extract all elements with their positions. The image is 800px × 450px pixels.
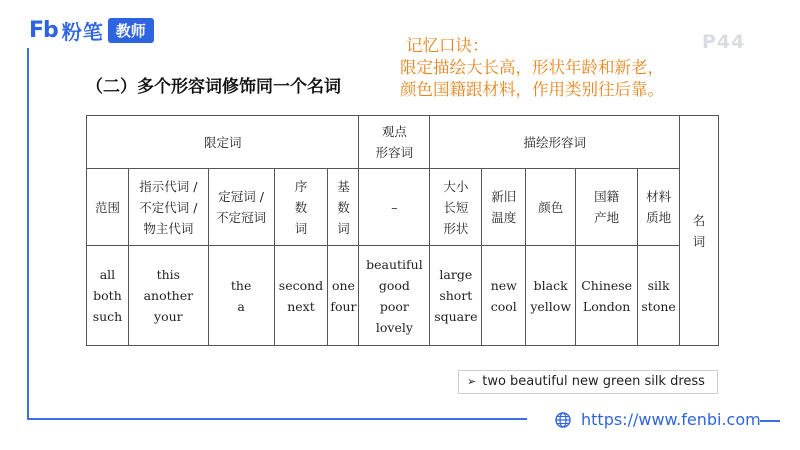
frame-right-accent (760, 420, 780, 422)
logo-brand: 粉笔 (61, 20, 104, 44)
subheader-color: 颜色 (526, 169, 576, 246)
page-number: P44 (702, 31, 746, 53)
examples-opinion: beautiful good poor lovely (359, 246, 430, 346)
examples-material: silk stone (638, 246, 680, 346)
examples-color: black yellow (526, 246, 576, 346)
subheader-material: 材料 质地 (638, 169, 680, 246)
subheader-opinion-dash: – (359, 169, 430, 246)
mnemonic-title: 记忆口诀： (406, 36, 489, 55)
examples-cardinal: one four (328, 246, 359, 346)
subheader-cardinal: 基 数 词 (328, 169, 359, 246)
frame-bottom-border (27, 418, 527, 420)
logo-badge: 教师 (108, 18, 154, 43)
table-row (87, 116, 719, 169)
mnemonic-line: 颜色国籍跟材料，作用类别往后靠。 (400, 80, 664, 99)
mnemonic-line: 限定描绘大长高，形状年龄和新老， (400, 58, 664, 77)
header-opinion: 观点 形容词 (359, 116, 430, 169)
subheader-size: 大小 长短 形状 (430, 169, 482, 246)
mnemonic-box (400, 35, 664, 101)
globe-icon (555, 412, 571, 428)
examples-size: large short square (430, 246, 482, 346)
examples-nationality: Chinese London (576, 246, 638, 346)
subheader-ordinal: 序 数 词 (274, 169, 328, 246)
subheader-articles: 定冠词 / 不定冠词 (208, 169, 274, 246)
header-determiners: 限定词 (87, 116, 359, 169)
section-title: （二）多个形容词修饰同一个名词 (86, 77, 341, 97)
examples-scope: all both such (87, 246, 129, 346)
table-row (87, 246, 719, 346)
frame-left-border (27, 48, 29, 418)
bullet-arrow-icon: ➢ (467, 375, 477, 388)
logo (29, 16, 154, 45)
examples-pronouns: this another your (128, 246, 208, 346)
header-descriptive: 描绘形容词 (430, 116, 680, 169)
examples-articles: the a (208, 246, 274, 346)
logo-mark: Fb (29, 18, 58, 43)
examples-age: new cool (482, 246, 526, 346)
example-sentence (458, 370, 718, 394)
subheader-scope: 范围 (87, 169, 129, 246)
example-sentence-text: two beautiful new green silk dress (482, 374, 705, 389)
header-noun: 名 词 (680, 116, 719, 346)
examples-ordinal: second next (274, 246, 328, 346)
footer-url[interactable] (555, 410, 761, 429)
subheader-pronouns: 指示代词 / 不定代词 / 物主代词 (128, 169, 208, 246)
table-row (87, 169, 719, 246)
subheader-nationality: 国籍 产地 (576, 169, 638, 246)
footer-url-text[interactable]: https://www.fenbi.com (581, 410, 761, 429)
adjective-order-table (86, 115, 719, 346)
subheader-age: 新旧 温度 (482, 169, 526, 246)
